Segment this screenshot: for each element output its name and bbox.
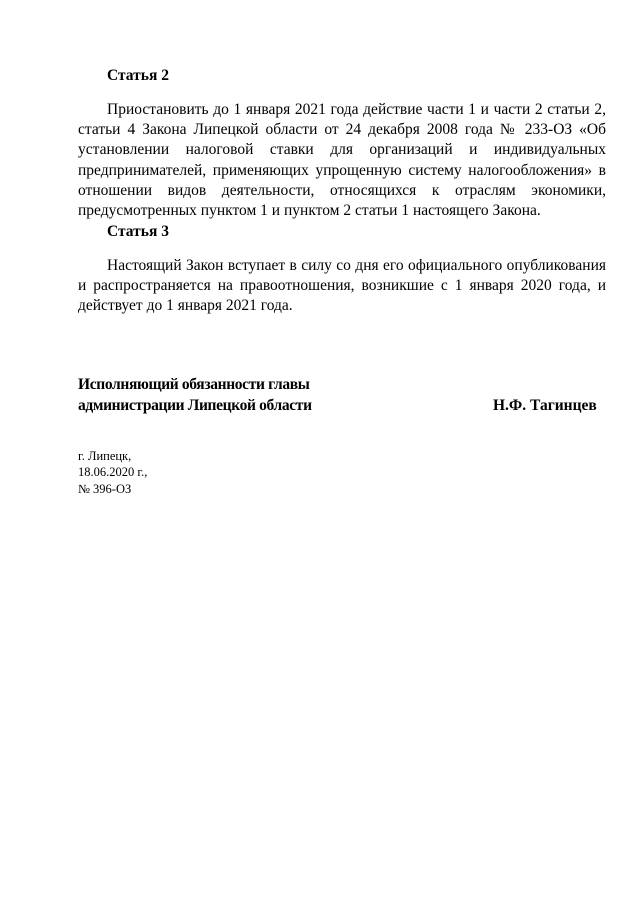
signatory-position — [78, 375, 312, 416]
signatory-name: Н.Ф. Тагинцев — [493, 396, 597, 414]
document-number: № 396-ОЗ — [78, 481, 132, 496]
article-3-heading: Статья 3 — [107, 223, 169, 240]
article-2-heading: Статья 2 — [107, 67, 169, 84]
document-details — [78, 448, 147, 497]
document-date: 18.06.2020 г., — [78, 465, 148, 480]
document-city: г. Липецк, — [78, 449, 132, 463]
article-3-text: Настоящий Закон вступает в силу со дня его официального опубликования и распространяется на правоотношения, возникшие с 1 января 2020 года, и действует до 1 января 2021 года. — [78, 257, 606, 315]
article-2-text: Приостановить до 1 января 2021 года действие части 1 и части 2 статьи 2, статьи 4 Закона Липецкой области от 24 декабря 2008 года № 233-ОЗ «Об установлении налоговой ставки для организаций и индивидуальных предпринимателей, применяющих упрощенную систему налогообложения» в отношении видов деятельности, относящихся к отраслям экономики, предусмотренных пунктом 1 и пунктом 2 статьи 1 настоящего Закона. — [78, 101, 606, 220]
signatory-position-line-1: Исполняющий обязанности главы — [78, 376, 310, 393]
signatory-position-line-2: администрации Липецкой области — [78, 396, 312, 414]
